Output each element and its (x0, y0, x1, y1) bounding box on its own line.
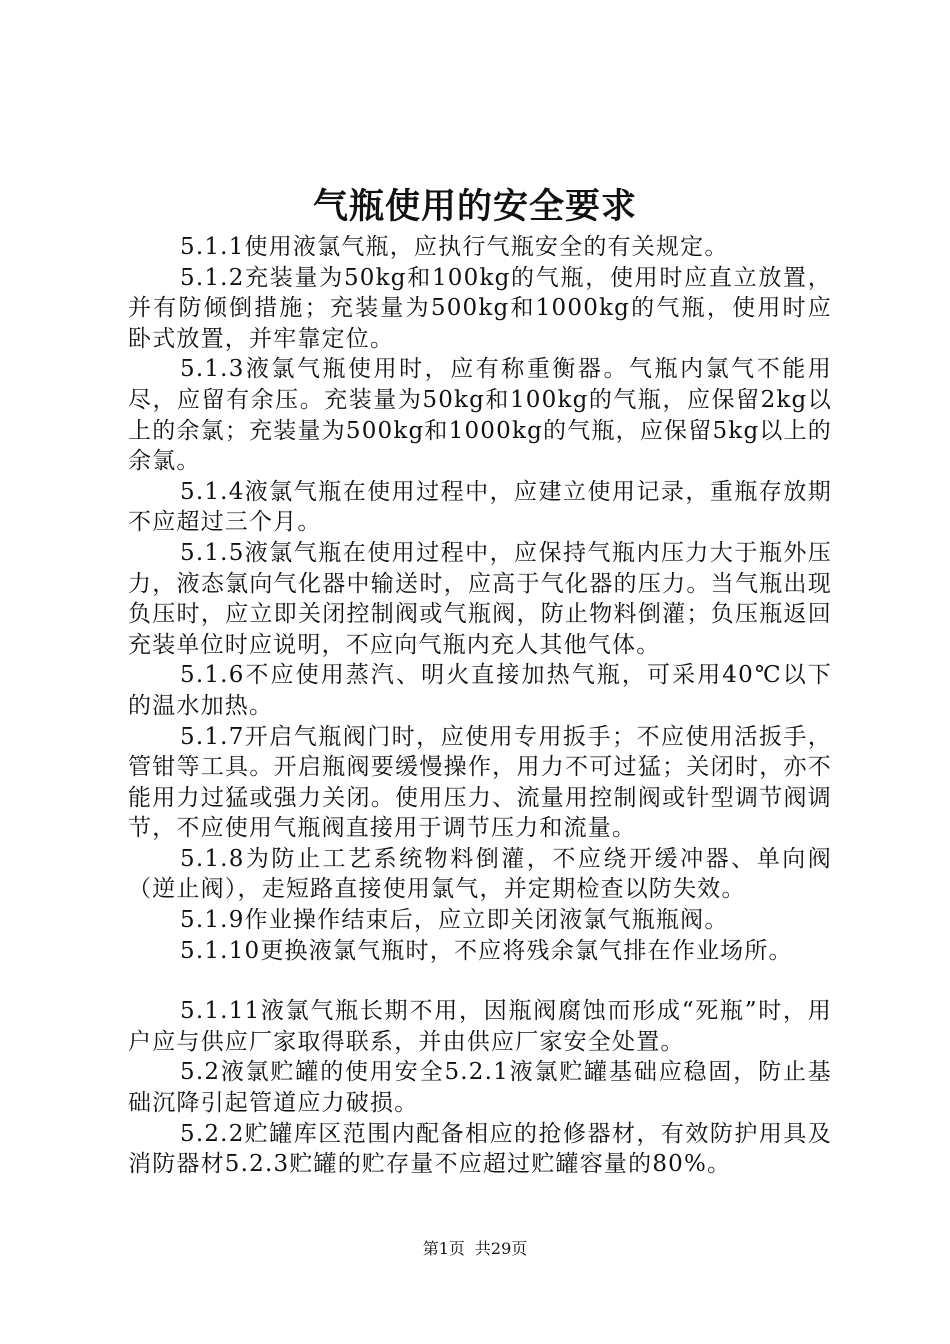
paragraph-5-1-11: 5.1.11液氯气瓶长期不用，因瓶阀腐蚀而形成“死瓶”时，用户应与供应厂家取得联系，并由供应厂家安全处置。 (128, 998, 832, 1055)
document-body (128, 232, 832, 1180)
document-title: 气瓶使用的安全要求 (312, 186, 637, 227)
paragraph-5-2-2: 5.2.2贮罐库区范围内配备相应的抢修器材，有效防护用具及消防器材5.2.3贮罐的贮存量不应超过贮罐容量的80%。 (128, 1120, 832, 1178)
paragraph-5-1-2: 5.1.2充装量为50kg和100kg的气瓶，使用时应直立放置，并有防倾倒措施；充装量为500kg和1000kg的气瓶，使用时应卧式放置，并牢靠定位。 (128, 264, 832, 352)
paragraph-5-1-8: 5.1.8为防止工艺系统物料倒灌，不应绕开缓冲器、单向阀（逆止阀），走短路直接使用氯气，并定期检查以防失效。 (128, 845, 832, 903)
page-number-total: 共29页 (474, 1239, 528, 1258)
paragraph-5-1-10: 5.1.10更换液氯气瓶时，不应将残余氯气排在作业场所。 (180, 937, 793, 964)
paragraph-5-1-4: 5.1.4液氯气瓶在使用过程中，应建立使用记录，重瓶存放期不应超过三个月。 (128, 478, 832, 536)
paragraph-5-1-7: 5.1.7开启气瓶阀门时，应使用专用扳手；不应使用活扳手，管钳等工具。开启瓶阀要缓慢操作，用力不可过猛；关闭时，亦不能用力过猛或强力关闭。使用压力、流量用控制阀或针型调节阀调节，不应使用气瓶阀直接用于调节压力和流量。 (128, 723, 832, 842)
page-number-current: 第1页 (422, 1239, 465, 1258)
paragraph-5-1-5: 5.1.5液氯气瓶在使用过程中，应保持气瓶内压力大于瓶外压力，液态氯向气化器中输送时，应高于气化器的压力。当气瓶出现负压时，应立即关闭控制阀或气瓶阀，防止物料倒灌；负压瓶返回充装单位时应说明，不应向气瓶内充人其他气体。 (128, 539, 832, 658)
paragraph-5-1-9: 5.1.9作业操作结束后，应立即关闭液氯气瓶瓶阀。 (180, 907, 729, 934)
paragraph-5-1-6: 5.1.6不应使用蒸汽、明火直接加热气瓶，可采用40℃以下的温水加热。 (128, 662, 832, 719)
paragraph-5-1-3: 5.1.3液氯气瓶使用时，应有称重衡器。气瓶内氯气不能用尽，应留有余压。充装量为50kg和100kg的气瓶，应保留2kg以上的余氯；充装量为500kg和1000kg的气瓶，应保留5kg以上的余氯。 (128, 356, 832, 475)
paragraph-5-2: 5.2液氯贮罐的使用安全5.2.1液氯贮罐基础应稳固，防止基础沉降引起管道应力破损。 (128, 1059, 832, 1117)
page-footer (0, 1238, 950, 1260)
paragraph-5-1-1: 5.1.1使用液氯气瓶，应执行气瓶安全的有关规定。 (180, 234, 729, 260)
